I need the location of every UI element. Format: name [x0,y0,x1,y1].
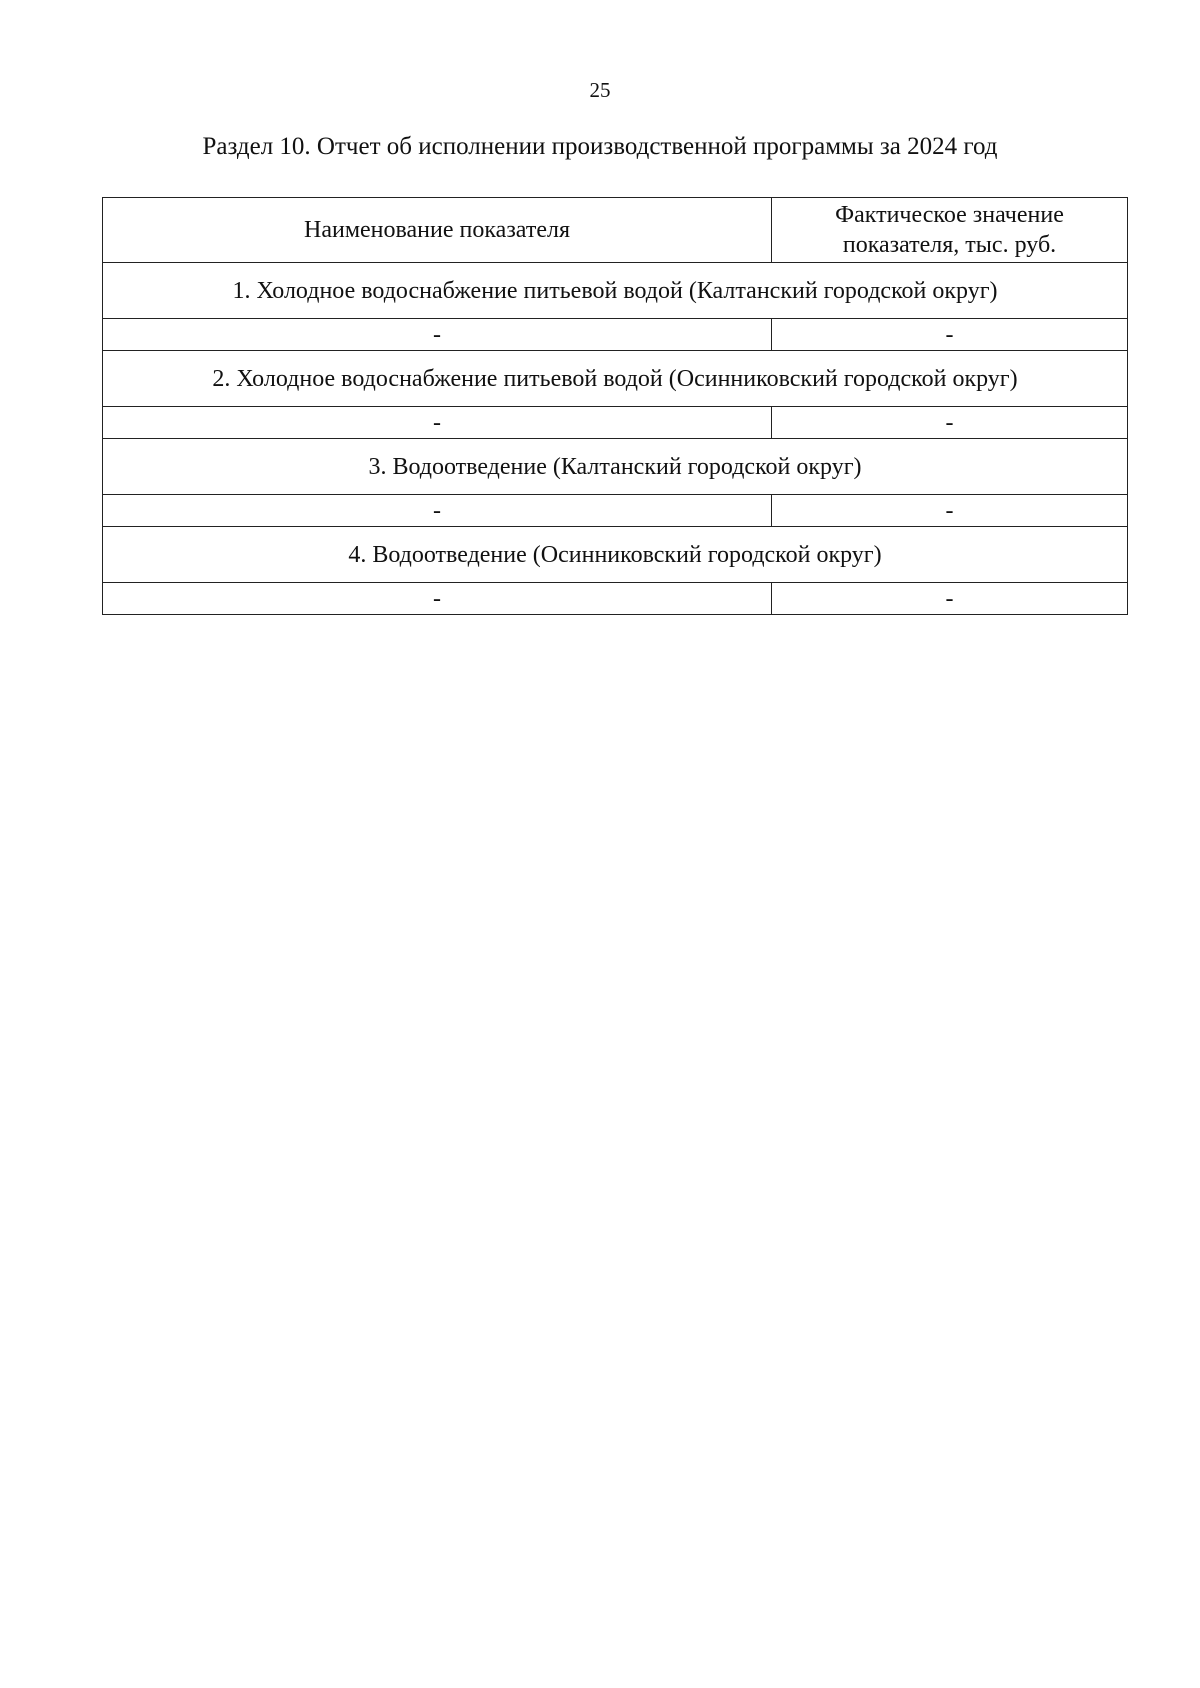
indicator-name-cell: - [103,495,772,527]
section-row [103,527,1128,583]
table-row [103,407,1128,439]
report-table [102,197,1128,615]
section-title-cell: 2. Холодное водоснабжение питьевой водой (Осинниковский городской округ) [103,351,1128,407]
page-number: 25 [589,78,611,102]
section-row [103,439,1128,495]
indicator-value-cell: - [772,319,1128,351]
indicator-name-cell: - [103,407,772,439]
section-title-cell: 3. Водоотведение (Калтанский городской округ) [103,439,1128,495]
indicator-name-cell: - [103,583,772,615]
header-actual-value: Фактическое значение показателя, тыс. руб. [772,198,1128,263]
section-title: Раздел 10. Отчет об исполнении производственной программы за 2024 год [202,133,998,160]
indicator-name-cell: - [103,319,772,351]
section-title-cell: 4. Водоотведение (Осинниковский городской округ) [103,527,1128,583]
table-header-row [103,198,1128,263]
indicator-value-cell: - [772,495,1128,527]
indicator-value-cell: - [772,583,1128,615]
table-row [103,495,1128,527]
header-indicator-name: Наименование показателя [103,198,772,263]
section-row [103,351,1128,407]
table-row [103,583,1128,615]
table-row [103,319,1128,351]
section-row [103,263,1128,319]
section-title-cell: 1. Холодное водоснабжение питьевой водой (Калтанский городской округ) [103,263,1128,319]
indicator-value-cell: - [772,407,1128,439]
